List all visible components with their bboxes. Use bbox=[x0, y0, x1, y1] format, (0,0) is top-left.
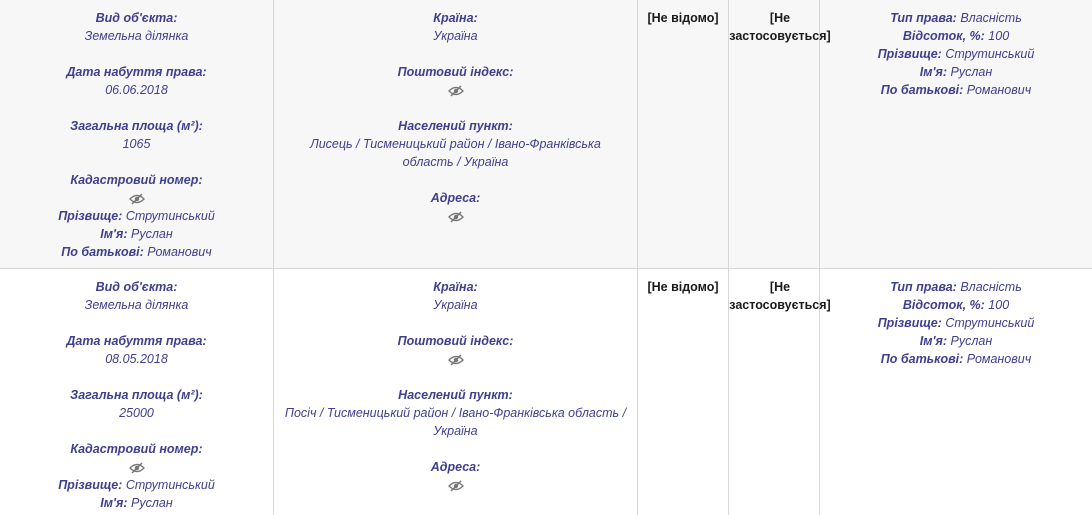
object-type-value: Земельна ділянка bbox=[84, 29, 189, 43]
owner-patronymic-label: По батькові: bbox=[61, 245, 144, 259]
eye-slash-icon bbox=[129, 193, 145, 205]
settlement-label: Населений пункт: bbox=[398, 119, 513, 133]
holder-name-label: Ім'я: bbox=[919, 65, 947, 79]
holder-patronymic-label: По батькові: bbox=[880, 83, 964, 97]
object-type-value: Земельна ділянка bbox=[84, 298, 189, 312]
rights-cell bbox=[820, 269, 1092, 515]
percent-value: 100 bbox=[988, 298, 1010, 312]
owner-surname-label: Прізвище: bbox=[58, 209, 123, 223]
percent-label: Відсоток, %: bbox=[902, 298, 985, 312]
cost-value: [Не відомо] bbox=[647, 280, 719, 294]
address-label: Адреса: bbox=[430, 191, 481, 205]
total-area-value: 1065 bbox=[122, 137, 151, 151]
eye-slash-icon bbox=[448, 85, 464, 97]
table-row bbox=[0, 268, 1092, 515]
acquisition-date-value: 06.06.2018 bbox=[105, 83, 168, 97]
right-type-label: Тип права: bbox=[890, 280, 957, 294]
postal-code-label: Поштовий індекс: bbox=[397, 334, 514, 348]
rights-cell bbox=[820, 0, 1092, 268]
owner-surname-value: Струтинський bbox=[125, 209, 215, 223]
cost-cell bbox=[638, 269, 729, 515]
cadastral-number-label: Кадастровий номер: bbox=[70, 442, 203, 456]
holder-patronymic-value: Романович bbox=[966, 352, 1032, 366]
not-applicable-value: [Не застосовується] bbox=[729, 11, 831, 43]
total-area-value: 25000 bbox=[119, 406, 154, 420]
location-cell bbox=[274, 269, 638, 515]
owner-name-value: Руслан bbox=[130, 227, 173, 241]
eye-slash-icon bbox=[448, 211, 464, 223]
cadastral-number-label: Кадастровий номер: bbox=[70, 173, 203, 187]
object-cell bbox=[0, 269, 274, 515]
owner-surname-label: Прізвище: bbox=[58, 478, 123, 492]
not-applicable-value: [Не застосовується] bbox=[729, 280, 831, 312]
object-type-label: Вид об'єкта: bbox=[95, 11, 178, 25]
holder-name-label: Ім'я: bbox=[919, 334, 947, 348]
cost-extra-cell bbox=[729, 269, 831, 515]
cost-cell bbox=[638, 0, 729, 268]
percent-value: 100 bbox=[988, 29, 1010, 43]
holder-surname-value: Струтинський bbox=[945, 47, 1035, 61]
settlement-value: Лисець / Тисменицький район / Івано-Франківська область / Україна bbox=[310, 137, 601, 169]
country-value: Україна bbox=[433, 29, 478, 43]
country-label: Країна: bbox=[433, 280, 478, 294]
location-cell bbox=[274, 0, 638, 268]
country-label: Країна: bbox=[433, 11, 478, 25]
owner-name-label: Ім'я: bbox=[100, 227, 128, 241]
total-area-label: Загальна площа (м²): bbox=[70, 119, 203, 133]
holder-patronymic-label: По батькові: bbox=[880, 352, 964, 366]
owner-patronymic-value: Романович bbox=[147, 245, 212, 259]
eye-slash-icon bbox=[448, 354, 464, 366]
right-type-value: Власність bbox=[960, 280, 1022, 294]
country-value: Україна bbox=[433, 298, 478, 312]
object-cell bbox=[0, 0, 274, 268]
eye-slash-icon bbox=[129, 462, 145, 474]
acquisition-date-value: 08.05.2018 bbox=[105, 352, 168, 366]
holder-surname-value: Струтинський bbox=[945, 316, 1035, 330]
holder-patronymic-value: Романович bbox=[966, 83, 1032, 97]
acquisition-date-label: Дата набуття права: bbox=[66, 334, 207, 348]
settlement-value: Посіч / Тисменицький район / Івано-Франківська область / Україна bbox=[284, 406, 627, 438]
holder-name-value: Руслан bbox=[950, 334, 993, 348]
holder-surname-label: Прізвище: bbox=[877, 47, 942, 61]
right-type-value: Власність bbox=[960, 11, 1022, 25]
cost-extra-cell bbox=[729, 0, 831, 268]
acquisition-date-label: Дата набуття права: bbox=[66, 65, 207, 79]
address-label: Адреса: bbox=[430, 460, 481, 474]
holder-surname-label: Прізвище: bbox=[877, 316, 942, 330]
object-type-label: Вид об'єкта: bbox=[95, 280, 178, 294]
postal-code-label: Поштовий індекс: bbox=[397, 65, 514, 79]
right-type-label: Тип права: bbox=[890, 11, 957, 25]
holder-name-value: Руслан bbox=[950, 65, 993, 79]
total-area-label: Загальна площа (м²): bbox=[70, 388, 203, 402]
owner-name-value: Руслан bbox=[130, 496, 173, 510]
cost-value: [Не відомо] bbox=[647, 11, 719, 25]
settlement-label: Населений пункт: bbox=[398, 388, 513, 402]
eye-slash-icon bbox=[448, 480, 464, 492]
owner-name-label: Ім'я: bbox=[100, 496, 128, 510]
owner-surname-value: Струтинський bbox=[125, 478, 215, 492]
percent-label: Відсоток, %: bbox=[902, 29, 985, 43]
